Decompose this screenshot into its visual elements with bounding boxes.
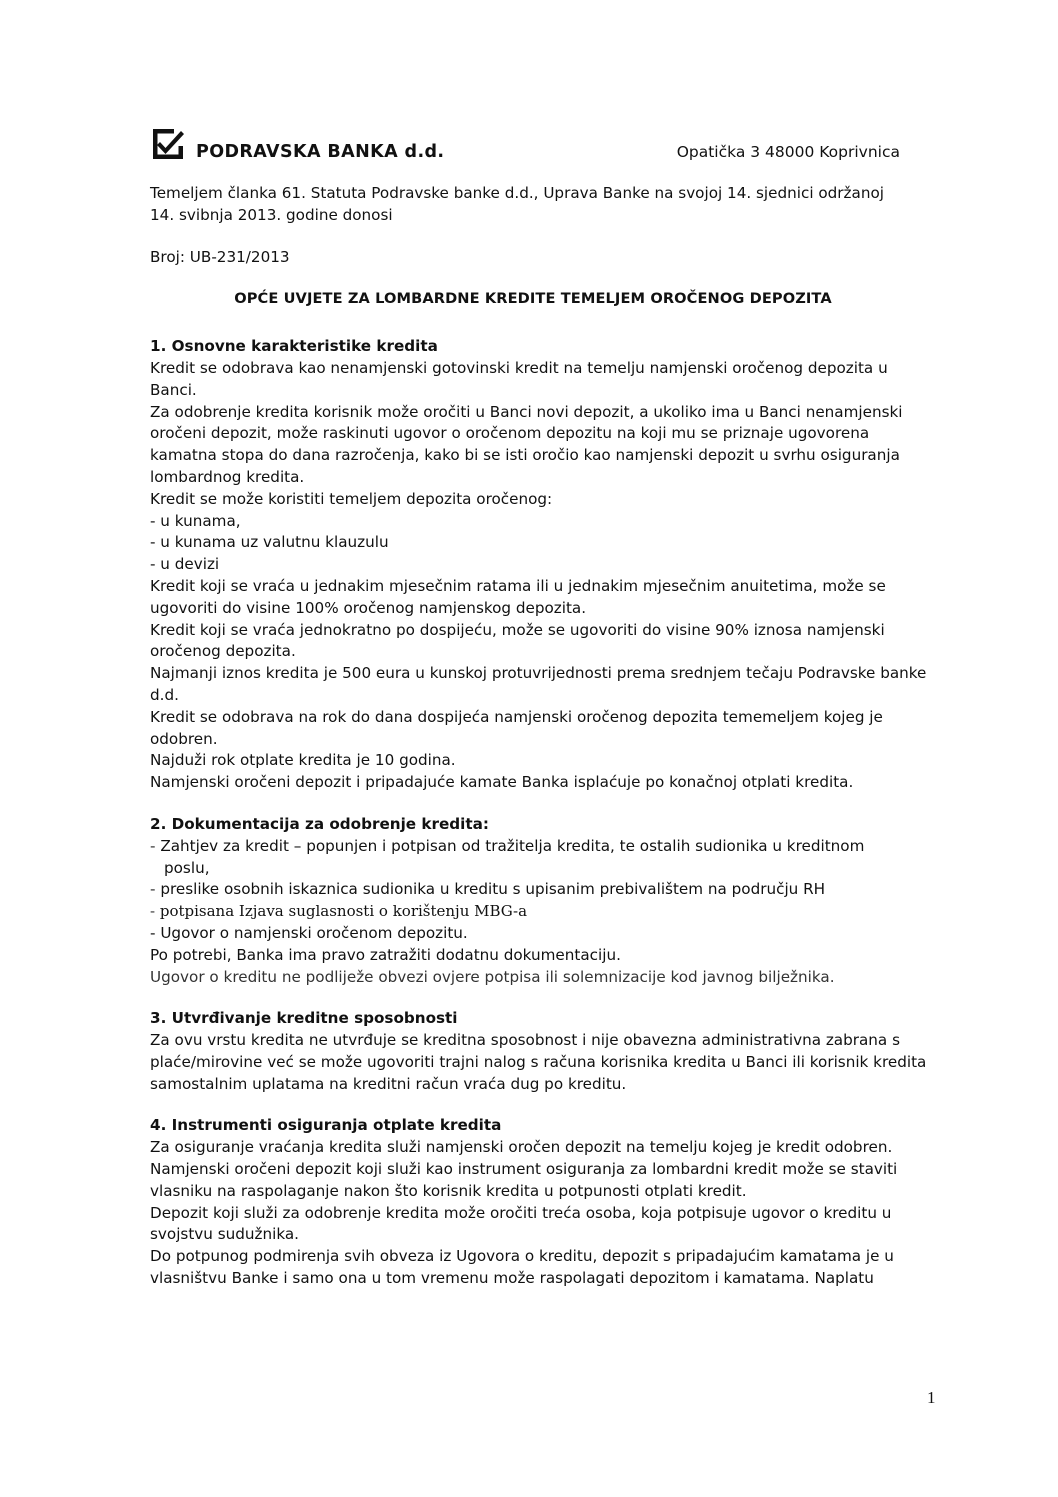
- section-4-paragraph: Depozit koji služi za odobrenje kredita može oročiti treća osoba, koja potpisuje ugovor o kreditu u svojstvu sudužnika.: [150, 1203, 892, 1244]
- section-3-paragraph: Za ovu vrstu kredita ne utvrđuje se kreditna sposobnost i nije obavezna administrativna zabrana s plaće/mirovine već se može ugovoriti trajni nalog s računa korisnika kredita u Banci ili korisnik kredita samostalnim uplatama na kreditni račun vraća dug po kreditu.: [150, 1031, 927, 1093]
- section-4-paragraph: Do potpunog podmirenja svih obveza iz Ugovora o kreditu, depozit s pripadajućim kamatama je u vlasništvu Banke i samo ona u tom vremenu može raspolagati depozitom i kamatama. Naplatu: [150, 1247, 894, 1288]
- list-item: - u devizi: [150, 555, 220, 574]
- page-number: 1: [927, 1388, 936, 1407]
- section-1-paragraph: Najduži rok otplate kredita je 10 godina.: [150, 751, 456, 770]
- section-4-paragraph: Namjenski oročeni depozit koji služi kao instrument osiguranja za lombardni kredit može se staviti vlasniku na raspolaganje nakon što korisnik kredita u potpunosti otplati kredit.: [150, 1160, 898, 1200]
- list-item: - u kunama uz valutnu klauzulu: [150, 533, 389, 552]
- section-2-heading: 2. Dokumentacija za odobrenje kredita:: [150, 814, 489, 833]
- section-1-paragraph: Najmanji iznos kredita je 500 eura u kunskoj protuvrijednosti prema srednjem tečaju Podravske banke d.d.: [150, 664, 927, 704]
- list-item: - Ugovor o namjenski oročenom depozitu.: [150, 923, 468, 942]
- decision-number: Broj: UB-231/2013: [150, 247, 290, 266]
- intro-line-2: 14. svibnja 2013. godine donosi: [150, 205, 393, 224]
- section-1-paragraph: Kredit se odobrava na rok do dana dospijeća namjenski oročenog depozita tememeljem kojeg je odobren.: [150, 707, 883, 748]
- section-1-paragraph: Kredit koji se vraća jednokratno po dospijeću, može se ugovoriti do visine 90% iznosa namjenski oročenog depozita.: [150, 620, 885, 661]
- document-title: OPĆE UVJETE ZA LOMBARDNE KREDITE TEMELJEM OROČENOG DEPOZITA: [234, 290, 832, 308]
- section-1-heading: 1. Osnovne karakteristike kredita: [150, 337, 438, 356]
- section-1-paragraph: Kredit se odobrava kao nenamjenski gotovinski kredit na temelju namjenski oročenog depozita u Banci.: [150, 358, 888, 399]
- section-1-paragraph: Kredit koji se vraća u jednakim mjesečnim ratama ili u jednakim mjesečnim anuitetima, može se ugovoriti do visine 100% oročenog namjenskog depozita.: [150, 576, 886, 617]
- list-item: - preslike osobnih iskaznica sudionika u kreditu s upisanim prebivalištem na području RH: [150, 880, 826, 899]
- section-4-heading: 4. Instrumenti osiguranja otplate kredita: [150, 1116, 502, 1135]
- bank-name: PODRAVSKA BANKA d.d.: [196, 142, 445, 162]
- section-1-paragraph: Kredit se može koristiti temeljem depozita oročenog:: [150, 489, 553, 508]
- list-item: - Zahtjev za kredit – popunjen i potpisan od tražitelja kredita, te ostalih sudionika u kreditnom poslu,: [150, 836, 865, 877]
- checkbox-check-icon: [150, 126, 186, 162]
- intro-line-1: Temeljem članka 61. Statuta Podravske banke d.d., Uprava Banke na svojoj 14. sjednici održanoj: [150, 184, 884, 202]
- section-3-heading: 3. Utvrđivanje kreditne sposobnosti: [150, 1009, 458, 1028]
- bank-address: Opatička 3 48000 Koprivnica: [676, 143, 900, 161]
- section-4-paragraph: Za osiguranje vraćanja kredita služi namjenski oročen depozit na temelju kojeg je kredit odobren.: [150, 1138, 893, 1157]
- section-1-paragraph: Namjenski oročeni depozit i pripadajuće kamate Banka isplaćuje po konačnoj otplati kredita.: [150, 773, 854, 792]
- list-item: - u kunama,: [150, 511, 241, 530]
- list-item: - potpisana Izjava suglasnosti o korištenju MBG-a: [150, 902, 528, 921]
- section-2-paragraph: Ugovor o kreditu ne podliježe obvezi ovjere potpisa ili solemnizacije kod javnog bilježnika.: [150, 967, 835, 986]
- document-body: [150, 183, 930, 1290]
- letterhead: [150, 126, 910, 166]
- section-2-paragraph: Po potrebi, Banka ima pravo zatražiti dodatnu dokumentaciju.: [150, 945, 621, 964]
- section-1-paragraph: Za odobrenje kredita korisnik može oročiti u Banci novi depozit, a ukoliko ima u Banci nenamjenski oročeni depozit, može raskinuti ugovor o oročenom depozitu na koji mu se priznaje ugovorena kamatna stopa do dana razročenja, kako bi se isti oročio kao namjenski depozit u svrhu osiguranja lombardnog kredita.: [150, 402, 903, 486]
